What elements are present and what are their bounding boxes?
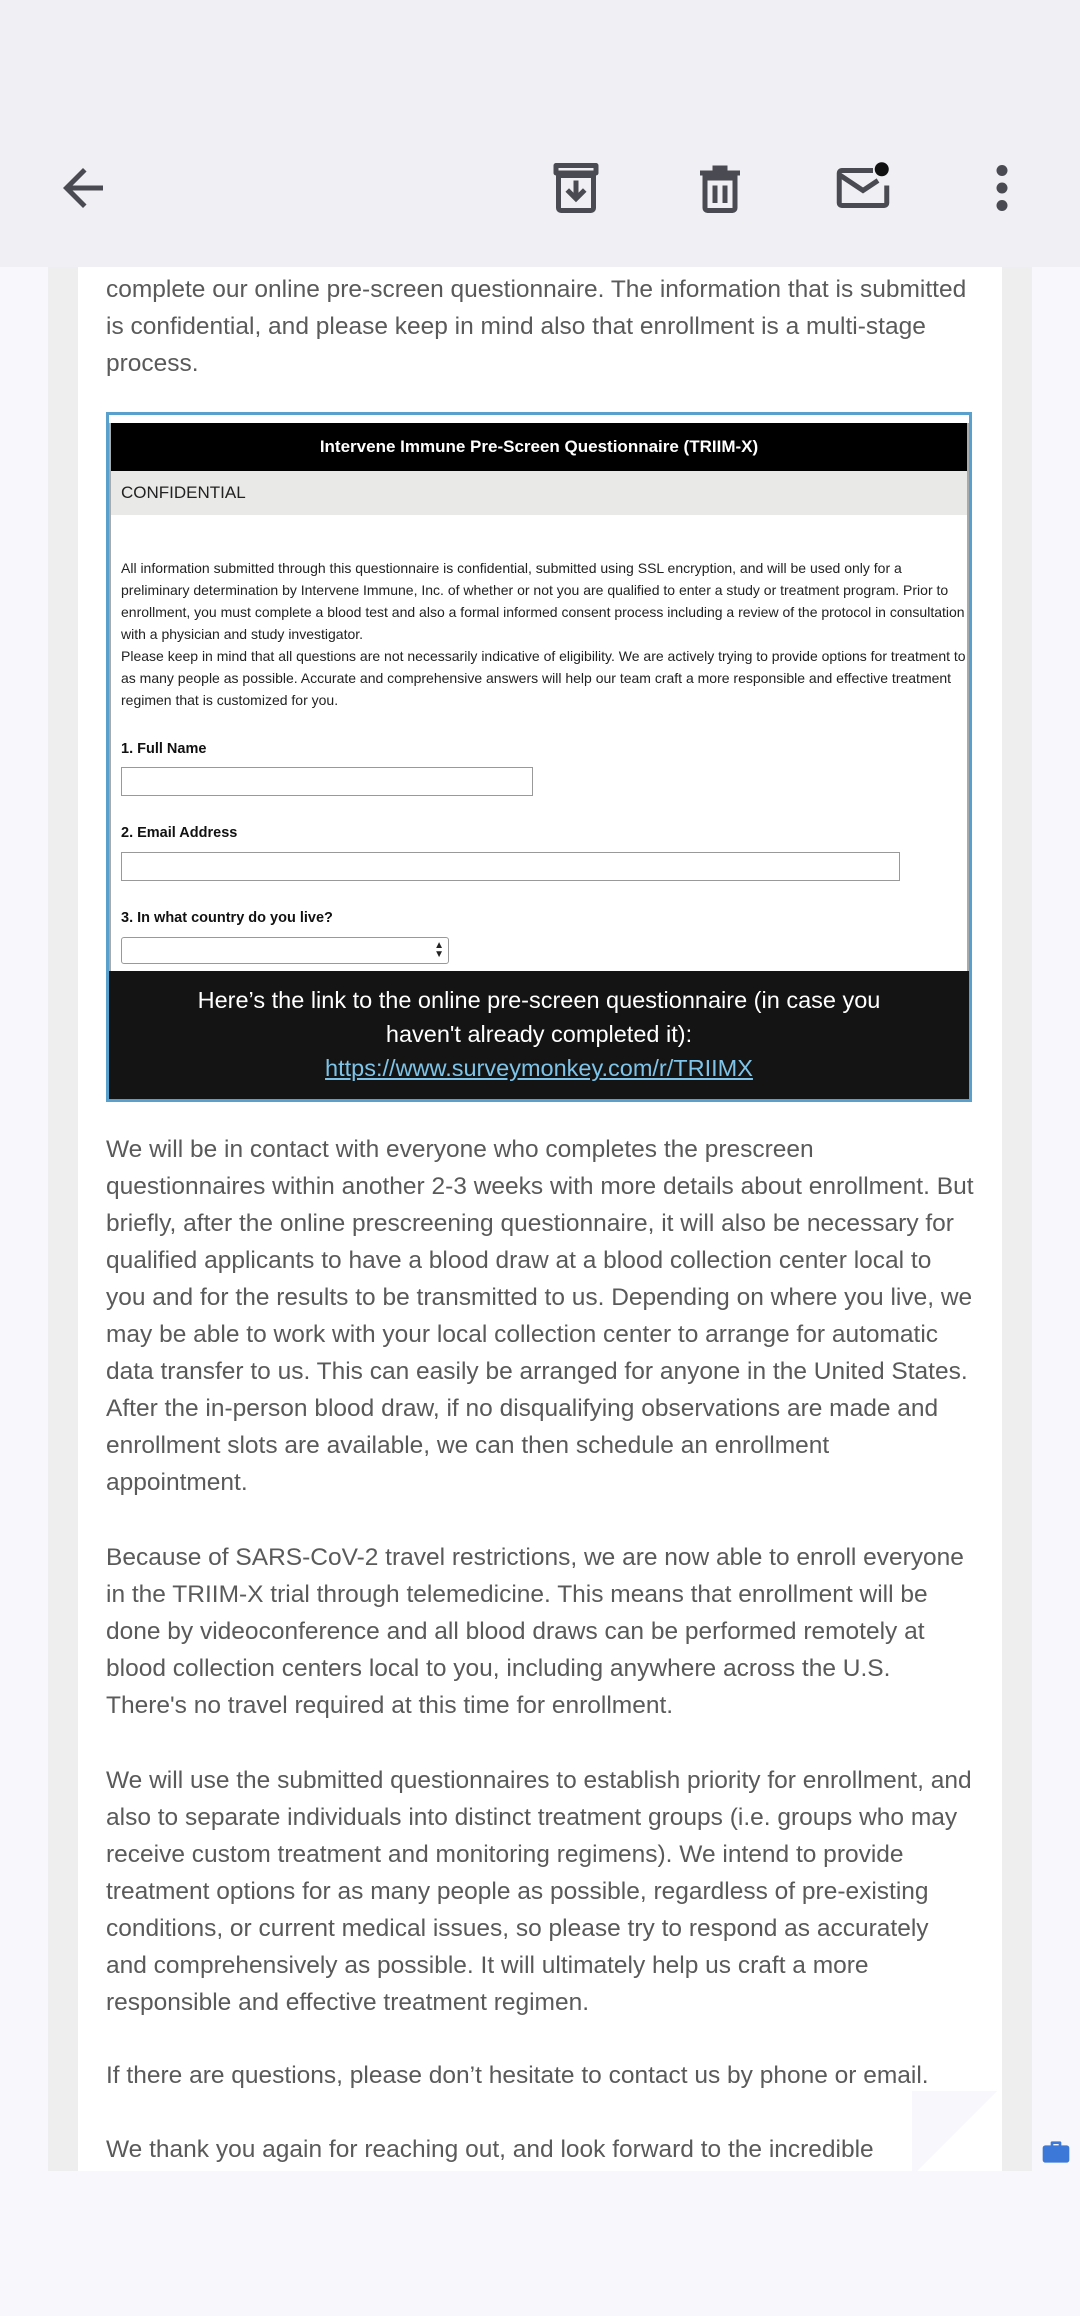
caption-text: Here’s the link to the online pre-screen questionnaire (in case you haven't already completed it): <box>197 987 881 1047</box>
bottom-area <box>0 2171 1080 2316</box>
question-email: 2. Email Address <box>121 825 238 841</box>
question-full-name: 1. Full Name <box>121 741 207 757</box>
questionnaire-caption <box>109 971 969 1099</box>
survey-form-screenshot <box>109 423 969 971</box>
arrow-back-icon <box>53 158 113 218</box>
delete-button[interactable] <box>670 138 770 238</box>
survey-header: Intervene Immune Pre-Screen Questionnaire (TRIIM-X) <box>111 423 967 471</box>
full-name-field <box>121 767 533 796</box>
confidential-bar: CONFIDENTIAL <box>111 471 967 515</box>
back-button[interactable] <box>33 138 133 238</box>
email-address-field <box>121 852 900 881</box>
questionnaire-image <box>106 412 972 1102</box>
mark-unread-button[interactable] <box>813 138 913 238</box>
questionnaire-link[interactable]: https://www.surveymonkey.com/r/TRIIMX <box>325 1055 753 1081</box>
archive-icon <box>546 158 606 218</box>
email-toolbar <box>0 110 1080 267</box>
page-curl <box>912 2091 1002 2171</box>
mark-unread-icon <box>833 158 893 218</box>
email-content <box>78 267 1002 2171</box>
email-body-scroll[interactable] <box>0 267 1080 2171</box>
survey-intro: All information submitted through this questionnaire is confidential, submitted using SSL encryption, and will be used only for a preliminary determination by Intervene Immune, Inc. of whether or not you are qualified to enter a study or treatment program. Prior to enrollment, you must complete a blood test and also a formal informed consent process including a review of the protocol in consultation with a physician and study investigator. <box>121 560 965 642</box>
country-select <box>121 937 449 964</box>
email-paragraph: complete our online pre-screen questionnaire. The information that is submitted is confidential, and please keep in mind also that enrollment is a multi-stage process. <box>106 276 967 377</box>
more-options-button[interactable] <box>952 138 1052 238</box>
briefcase-icon <box>1040 2136 1072 2168</box>
survey-note: Please keep in mind that all questions are not necessarily indicative of eligibility. We are actively trying to provide options for treatment to as many people as possible. Accurate and comprehensive answers will help our team craft a more responsible and effective treatment regimen that is customized for you. <box>121 648 966 708</box>
email-paragraph: We will use the submitted questionnaires to establish priority for enrollment, and also to separate individuals into distinct treatment groups (i.e. groups who may receive custom treatment and monitoring regimens). We intend to provide treatment options for as many people as possible, regardless of pre-existing conditions, or current medical issues, so please try to respond as accurately and comprehensively as possible. It will ultimately help us craft a more responsible and effective treatment regimen. <box>106 1767 972 2016</box>
work-profile-badge[interactable] <box>1040 2136 1072 2168</box>
question-country: 3. In what country do you live? <box>121 910 333 926</box>
more-vert-icon <box>972 158 1032 218</box>
email-paragraph: We thank you again for reaching out, and look forward to the incredible <box>106 2136 874 2163</box>
trash-icon <box>690 158 750 218</box>
status-bar-area <box>0 0 1080 110</box>
email-paragraph: We will be in contact with everyone who completes the prescreen questionnaires within another 2-3 weeks with more details about enrollment. But briefly, after the online prescreening questionnaire, it will also be necessary for qualified applicants to have a blood draw at a blood collection center local to you and for the results to be transmitted to us. Depending on where you live, we may be able to work with your local collection center to arrange for automatic data transfer to us. This can easily be arranged for anyone in the United States. After the in-person blood draw, if no disqualifying observations are made and enrollment slots are available, we can then schedule an enrollment appointment. <box>106 1136 974 1496</box>
select-arrows-icon: ▲ ▼ <box>434 940 444 960</box>
email-paragraph: If there are questions, please don’t hesitate to contact us by phone or email. <box>106 2062 929 2089</box>
email-paragraph: Because of SARS-CoV-2 travel restrictions, we are now able to enroll everyone in the TRIIM-X trial through telemedicine. This means that enrollment will be done by videoconference and all blood draws can be performed remotely at blood collection centers local to you, including anywhere across the U.S. There's no travel required at this time for enrollment. <box>106 1544 964 1719</box>
archive-button[interactable] <box>526 138 626 238</box>
